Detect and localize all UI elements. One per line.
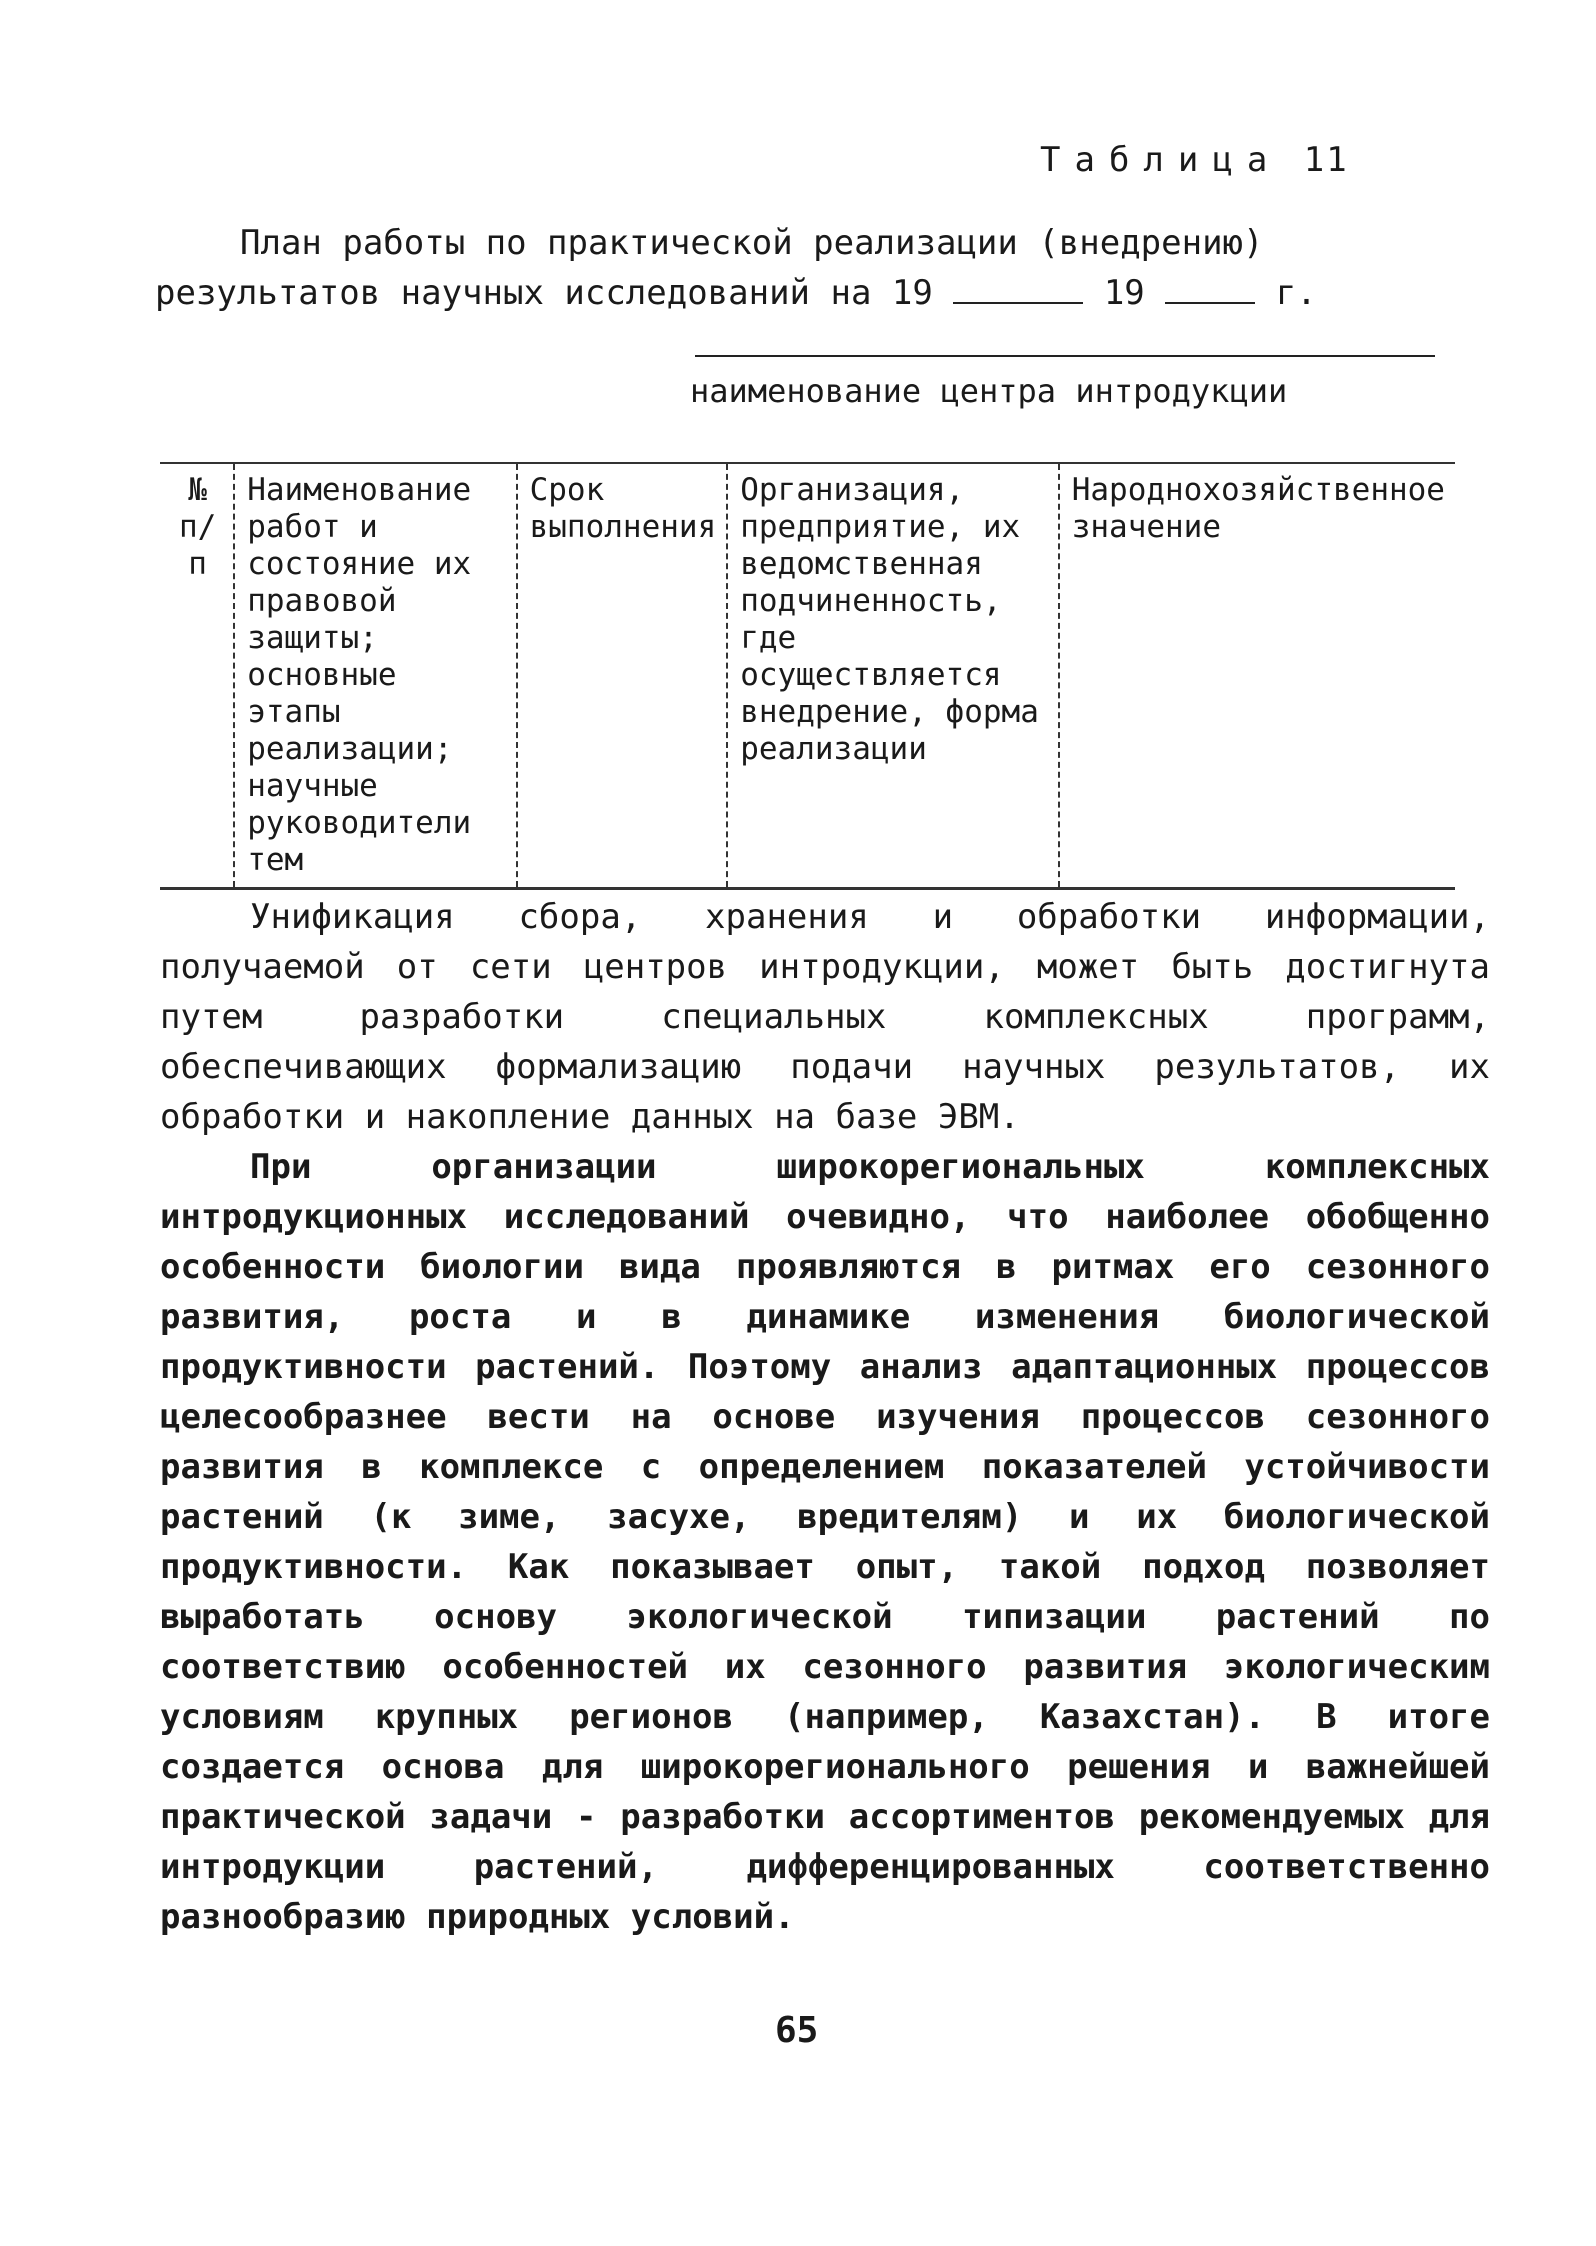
plan-title-line-2-mid: 19 xyxy=(1103,273,1145,313)
year-blank-1 xyxy=(953,272,1083,304)
header-organization: Организация, предприятие, их ведомственная подчиненность, где осуществляется внедрение, форма реализации xyxy=(727,463,1058,889)
table-label-word: Таблица xyxy=(1040,140,1282,180)
table-label xyxy=(1040,140,1349,180)
center-name-blank-line xyxy=(695,355,1435,357)
plan-title xyxy=(155,218,1455,318)
center-name-caption: наименование центра интродукции xyxy=(690,372,1288,410)
header-economic-value: Народнохозяйственное значение xyxy=(1059,463,1455,889)
plan-table-header-row xyxy=(160,463,1455,889)
header-term: Срок выполнения xyxy=(517,463,728,889)
paragraph-organization: При организации широкорегиональных комплексных интродукционных исследований очевидно, что наиболее обобщенно особенности биологии вида проявляются в ритмах его сезонного развития, роста и в динамике изменения биологической продуктивности растений. Поэтому анализ адаптационных процессов целесообразнее вести на основе изучения процессов сезонного развития в комплексе с определением показателей устойчивости растений (к зиме, засухе, вредителям) и их биологической продуктивности. Как показывает опыт, такой подход позволяет выработать основу экологической типизации растений по соответствию особенностей их сезонного развития экологическим условиям крупных регионов (например, Казахстан). В итоге создается основа для широкорегионального решения и важнейшей практической задачи - разработки ассортиментов рекомендуемых для интродукции растений, дифференцированных соответственно разнообразию природных условий. xyxy=(160,1147,1490,1937)
year-blank-2 xyxy=(1165,272,1255,304)
plan-title-line-2-suffix: г. xyxy=(1275,273,1317,313)
page-number: 65 xyxy=(775,2010,819,2051)
body-text xyxy=(160,892,1490,1942)
plan-title-line-1: План работы по практической реализации (внедрению) xyxy=(240,223,1264,263)
header-work-name: Наименование работ и состояние их правовой защиты; основные этапы реализации; научные руководители тем xyxy=(234,463,516,889)
paragraph-unification: Унификация сбора, хранения и обработки информации, получаемой от сети центров интродукции, может быть достигнута путем разработки специальных комплексных программ, обеспечивающих формализацию подачи научных результатов, их обработки и накопление данных на базе ЭВМ. xyxy=(160,897,1490,1137)
table-label-number: 11 xyxy=(1303,140,1349,180)
plan-title-line-2-prefix: результатов научных исследований на 19 xyxy=(155,273,933,313)
plan-title-line-2 xyxy=(155,268,1455,318)
plan-table xyxy=(160,462,1455,890)
header-number: № п/п xyxy=(178,472,217,582)
